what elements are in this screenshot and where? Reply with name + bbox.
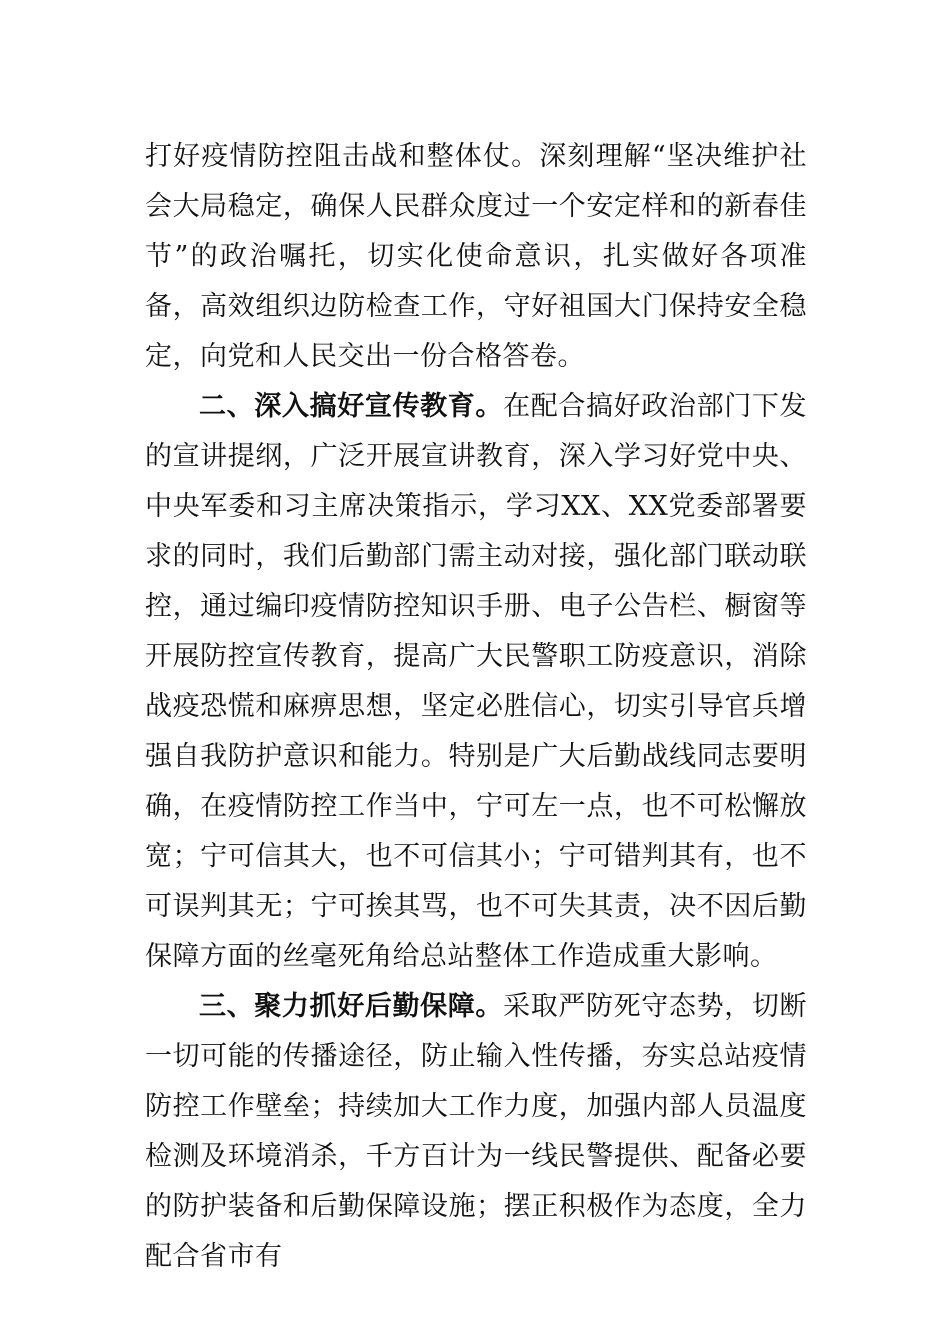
paragraph-continuation <box>145 132 807 382</box>
document-body <box>145 132 807 1282</box>
section-heading: 二、深入搞好宣传教育。 <box>199 391 504 422</box>
paragraph-text: 打好疫情防控阻击战和整体仗。深刻理解“坚决维护社会大局稳定，确保人民群众度过一个安定样和的新春佳节”的政治嘱托，切实化使命意识，扎实做好各项准备，高效组织边防检查工作，守好祖国大门保持安全稳定，向党和人民交出一份合格答卷。 <box>145 141 807 372</box>
paragraph-text: 采取严防死守态势，切断一切可能的传播途径，防止输入性传播，夯实总站疫情防控工作壁垒；持续加大工作力度，加强内部人员温度检测及环境消杀，千方百计为一线民警提供、配备必要的防护装备和后勤保障设施；摆正积极作为态度，全力配合省市有 <box>145 991 808 1272</box>
paragraph-publicity-education <box>145 382 807 982</box>
section-heading: 三、聚力抓好后勤保障。 <box>199 991 504 1022</box>
paragraph-logistics-support <box>145 982 807 1282</box>
paragraph-text: 在配合搞好政治部门下发的宣讲提纲，广泛开展宣讲教育，深入学习好党中央、中央军委和习主席决策指示，学习XX、XX党委部署要求的同时，我们后勤部门需主动对接，强化部门联动联控，通过编印疫情防控知识手册、电子公告栏、橱窗等开展防控宣传教育，提高广大民警职工防疫意识，消除战疫恐慌和麻痹思想，坚定必胜信心，切实引导官兵增强自我防护意识和能力。特别是广大后勤战线同志要明确，在疫情防控工作当中，宁可左一点，也不可松懈放宽；宁可信其大，也不可信其小；宁可错判其有，也不可误判其无；宁可挨其骂，也不可失其责，决不因后勤保障方面的丝毫死角给总站整体工作造成重大影响。 <box>145 391 808 972</box>
